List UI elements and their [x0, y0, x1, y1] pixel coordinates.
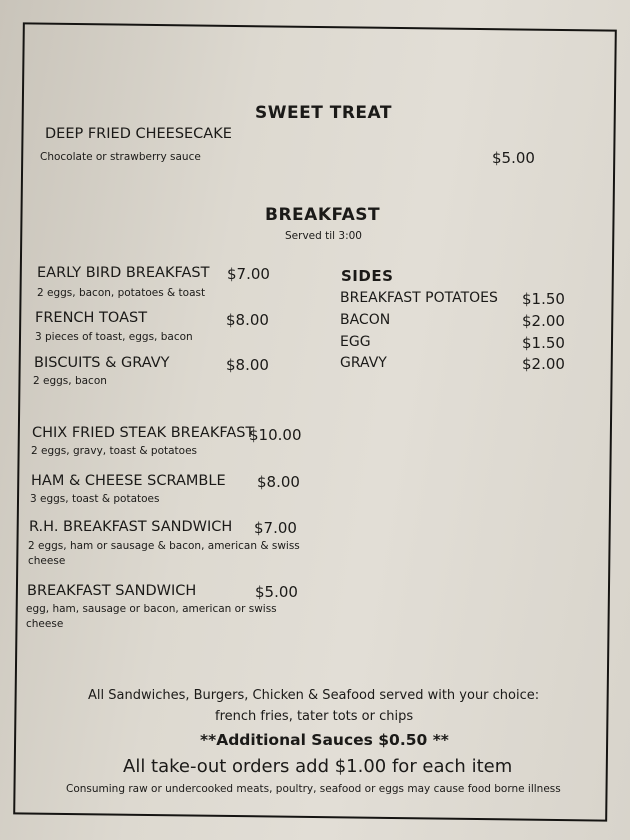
item-desc-biscuits-gravy: 2 eggs, bacon [33, 375, 107, 387]
item-desc-ham-cheese-scramble: 3 eggs, toast & potatoes [30, 493, 160, 505]
item-name-deep-fried-cheesecake: DEEP FRIED CHEESECAKE [45, 126, 232, 142]
item-desc-deep-fried-cheesecake: Chocolate or strawberry sauce [40, 151, 201, 163]
item-desc-chix-fried-steak: 2 eggs, gravy, toast & potatoes [31, 445, 198, 457]
item-name-french-toast: FRENCH TOAST [35, 310, 148, 326]
item-desc-french-toast: 3 pieces of toast, eggs, bacon [35, 331, 193, 343]
side-price-bacon: $2.00 [522, 312, 565, 330]
sides-heading: SIDES [341, 267, 394, 285]
footer-takeout-note: All take-out orders add $1.00 for each item [123, 756, 513, 777]
side-name-egg: EGG [340, 334, 371, 350]
item-desc-rh-breakfast-sandwich-cont: cheese [28, 555, 66, 567]
item-desc-breakfast-sandwich-cont: cheese [26, 618, 64, 630]
footer-health-warning: Consuming raw or undercooked meats, poultry, seafood or eggs may cause food borne illness [66, 783, 561, 795]
item-name-early-bird-breakfast: EARLY BIRD BREAKFAST [37, 265, 210, 281]
footer-sides-options-line: french fries, tater tots or chips [215, 709, 414, 724]
footer-sauces-note: **Additional Sauces $0.50 ** [200, 731, 449, 749]
item-price-early-bird-breakfast: $7.00 [227, 265, 270, 283]
item-price-chix-fried-steak: $10.00 [249, 426, 302, 444]
breakfast-served-note: Served til 3:00 [285, 230, 362, 242]
item-name-breakfast-sandwich: BREAKFAST SANDWICH [27, 583, 197, 599]
sweet-treat-heading: SWEET TREAT [255, 103, 392, 123]
item-price-french-toast: $8.00 [226, 311, 269, 329]
item-desc-rh-breakfast-sandwich: 2 eggs, ham or sausage & bacon, american & swiss [28, 540, 300, 552]
item-name-ham-cheese-scramble: HAM & CHEESE SCRAMBLE [31, 473, 226, 489]
item-name-rh-breakfast-sandwich: R.H. BREAKFAST SANDWICH [29, 519, 233, 535]
side-name-bacon: BACON [340, 312, 391, 328]
item-name-biscuits-gravy: BISCUITS & GRAVY [34, 355, 170, 371]
side-name-breakfast-potatoes: BREAKFAST POTATOES [340, 290, 498, 306]
item-desc-early-bird-breakfast: 2 eggs, bacon, potatoes & toast [37, 287, 206, 299]
side-price-breakfast-potatoes: $1.50 [522, 290, 565, 308]
side-price-gravy: $2.00 [522, 355, 565, 373]
side-price-egg: $1.50 [522, 334, 565, 352]
item-price-biscuits-gravy: $8.00 [226, 356, 269, 374]
breakfast-heading: BREAKFAST [265, 205, 381, 225]
item-price-breakfast-sandwich: $5.00 [255, 583, 298, 601]
side-name-gravy: GRAVY [340, 355, 387, 371]
item-price-ham-cheese-scramble: $8.00 [257, 473, 300, 491]
item-name-chix-fried-steak: CHIX FRIED STEAK BREAKFAST [32, 425, 255, 441]
item-desc-breakfast-sandwich: egg, ham, sausage or bacon, american or swiss [26, 603, 277, 615]
footer-sides-choice-line: All Sandwiches, Burgers, Chicken & Seafood served with your choice: [88, 688, 540, 703]
item-price-deep-fried-cheesecake: $5.00 [492, 149, 535, 167]
item-price-rh-breakfast-sandwich: $7.00 [254, 519, 297, 537]
